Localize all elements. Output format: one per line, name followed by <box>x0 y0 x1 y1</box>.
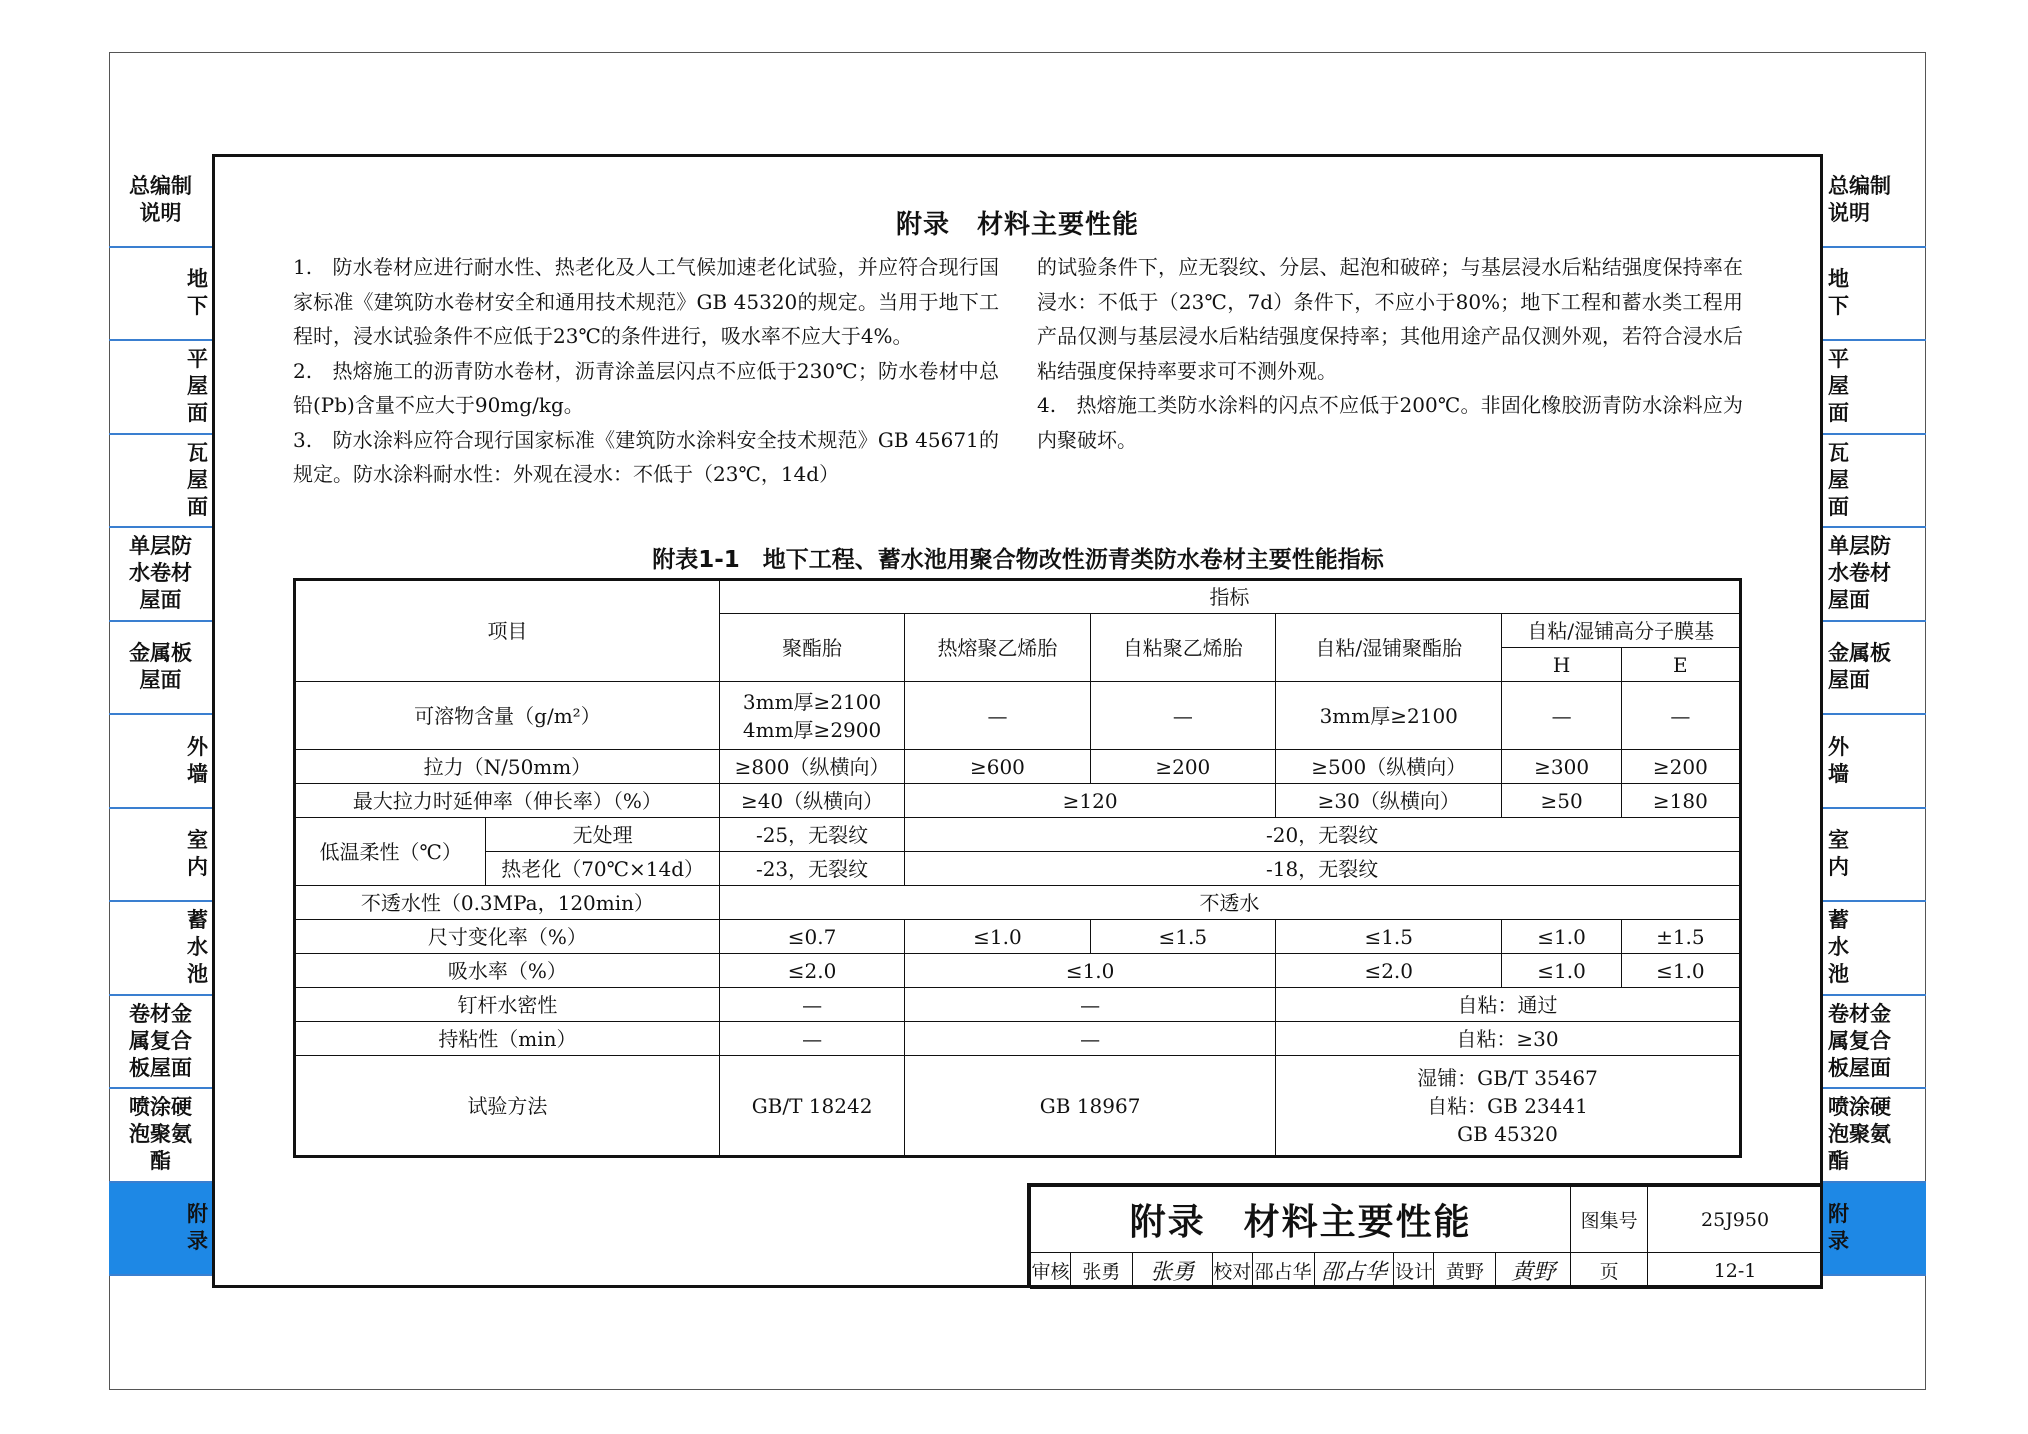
row-sublabel: 热老化（70℃×14d） <box>486 852 719 886</box>
sidebar-item-composite-roof[interactable] <box>1823 996 1926 1090</box>
reviewer-name: 张勇 <box>1070 1253 1132 1289</box>
cell-value: -25，无裂纹 <box>719 818 904 852</box>
table-header-row <box>295 580 1741 614</box>
table-row <box>295 682 1741 750</box>
sidebar-item-underground[interactable] <box>1823 248 1926 342</box>
review-label: 审核 <box>1031 1253 1071 1289</box>
row-label: 持粘性（min） <box>295 1022 720 1056</box>
sidebar-item-label: 附 录 <box>187 1202 208 1254</box>
checker-signature <box>1314 1253 1394 1289</box>
cell-value: ≥40（纵横向） <box>719 784 904 818</box>
row-label: 尺寸变化率（%） <box>295 920 720 954</box>
sidebar-item-single-ply-roof[interactable] <box>1823 528 1926 622</box>
row-label: 可溶物含量（g/m²） <box>295 682 720 750</box>
header-self-wet-polyester: 自粘/湿铺聚酯胎 <box>1276 614 1502 682</box>
cell-value: GB/T 18242 <box>719 1056 904 1157</box>
sidebar-item-label: 喷涂硬 泡聚氨 酯 <box>1828 1095 1891 1174</box>
sidebar-item-metal-roof[interactable] <box>1823 622 1926 716</box>
table-row <box>295 1056 1741 1157</box>
row-label: 最大拉力时延伸率（伸长率）（%） <box>295 784 720 818</box>
cell-value: — <box>1502 682 1621 750</box>
cell-value: ≥50 <box>1502 784 1621 818</box>
cell-value: ±1.5 <box>1621 920 1740 954</box>
header-h: H <box>1502 648 1621 682</box>
cell-value: 自粘：≥30 <box>1276 1022 1741 1056</box>
header-hot-pe: 热熔聚乙烯胎 <box>905 614 1090 682</box>
cell-value: ≤1.0 <box>905 954 1276 988</box>
sidebar-item-appendix[interactable] <box>109 1183 212 1277</box>
cell-value: ≥800（纵横向） <box>719 750 904 784</box>
sidebar-item-tile-roof[interactable] <box>1823 435 1926 529</box>
paragraph: 的试验条件下，应无裂纹、分层、起泡和破碎；与基层浸水后粘结强度保持率在浸水：不低于（23℃，7d）条件下，不应小于80%；地下工程和蓄水类工程用产品仅测与基层浸水后粘结强度保持率；其他用途产品仅测外观，若符合浸水后粘结强度保持率要求可不测外观。 <box>1037 255 1743 383</box>
cell-value: ≤0.7 <box>719 920 904 954</box>
sidebar-right <box>1823 154 1926 1276</box>
sidebar-item-label: 喷涂硬 泡聚氨 酯 <box>129 1095 192 1174</box>
text-column-right <box>1037 250 1743 457</box>
paragraph: 2. 热熔施工的沥青防水卷材，沥青涂盖层闪点不应低于230℃；防水卷材中总铅(Pb)含量不应大于90mg/kg。 <box>293 358 999 417</box>
cell-value: ≤1.0 <box>1621 954 1740 988</box>
table-row <box>295 784 1741 818</box>
designer-signature <box>1496 1253 1571 1289</box>
sidebar-item-label: 蓄 水 池 <box>187 908 208 987</box>
sidebar-item-label: 室 内 <box>187 828 208 880</box>
paragraph: 1. 防水卷材应进行耐水性、热老化及人工气候加速老化试验，并应符合现行国家标准《建筑防水卷材安全和通用技术规范》GB 45320的规定。当用于地下工程时，浸水试验条件不应低于23℃的条件进行，吸水率不应大于4%。 <box>293 255 999 348</box>
sidebar-item-spray-foam[interactable] <box>1823 1089 1926 1183</box>
signature-text: 邵占华 <box>1321 1260 1388 1285</box>
row-label: 试验方法 <box>295 1056 720 1157</box>
sidebar-item-label: 瓦 屋 面 <box>187 440 208 519</box>
sidebar-item-label: 金属板 屋面 <box>1828 641 1891 693</box>
table-row <box>295 886 1741 920</box>
checker-name: 邵占华 <box>1252 1253 1314 1289</box>
sidebar-item-label: 室 内 <box>1828 828 1849 880</box>
table-row <box>295 954 1741 988</box>
atlas-label: 图集号 <box>1571 1187 1648 1253</box>
title-block-title: 附录 材料主要性能 <box>1031 1187 1571 1253</box>
sidebar-item-metal-roof[interactable] <box>109 622 212 716</box>
row-label: 不透水性（0.3MPa，120min） <box>295 886 720 920</box>
row-sublabel: 无处理 <box>486 818 719 852</box>
sidebar-item-label: 卷材金 属复合 板屋面 <box>1828 1001 1891 1080</box>
sidebar-item-reservoir[interactable] <box>1823 902 1926 996</box>
cell-value: — <box>905 682 1090 750</box>
sidebar-left <box>109 154 212 1276</box>
cell-value: — <box>1621 682 1740 750</box>
cell-value: -18，无裂纹 <box>905 852 1741 886</box>
sidebar-item-label: 总编制 说明 <box>1828 173 1891 225</box>
sidebar-item-label: 单层防 水卷材 屋面 <box>1828 534 1891 613</box>
sidebar-item-label: 附 录 <box>1828 1202 1849 1254</box>
table-row <box>295 750 1741 784</box>
sidebar-item-label: 单层防 水卷材 屋面 <box>129 534 192 613</box>
page-number: 12-1 <box>1648 1253 1823 1289</box>
sidebar-item-label: 平 屋 面 <box>187 347 208 426</box>
sidebar-item-exterior-wall[interactable] <box>109 715 212 809</box>
header-polymer-film: 自粘/湿铺高分子膜基 <box>1502 614 1741 648</box>
cell-value: ≥180 <box>1621 784 1740 818</box>
cell-value: ≥500（纵横向） <box>1276 750 1502 784</box>
cell-value: GB 18967 <box>905 1056 1276 1157</box>
cell-value: ≥120 <box>905 784 1276 818</box>
paragraph: 4. 热熔施工类防水涂料的闪点不应低于200℃。非固化橡胶沥青防水涂料应为内聚破坏。 <box>1037 393 1743 452</box>
sidebar-item-label: 蓄 水 池 <box>1828 908 1849 987</box>
cell-value: ≥200 <box>1621 750 1740 784</box>
sidebar-item-single-ply-roof[interactable] <box>109 528 212 622</box>
signature-text: 黄野 <box>1511 1260 1556 1285</box>
row-label: 低温柔性（℃） <box>295 818 486 886</box>
cell-value: — <box>905 1022 1276 1056</box>
sidebar-item-label: 外 墙 <box>187 734 208 786</box>
cell-value: ≤1.0 <box>1502 920 1621 954</box>
cell-value: ≤1.5 <box>1276 920 1502 954</box>
sidebar-item-underground[interactable] <box>109 248 212 342</box>
cell-value: 自粘：通过 <box>1276 988 1741 1022</box>
cell-value: ≤1.0 <box>1502 954 1621 988</box>
sidebar-item-composite-roof[interactable] <box>109 996 212 1090</box>
cell-line: 湿铺：GB/T 35467 <box>1417 1065 1598 1090</box>
sidebar-item-label: 卷材金 属复合 板屋面 <box>129 1001 192 1080</box>
cell-value <box>1276 1056 1741 1157</box>
reviewer-signature <box>1132 1253 1212 1289</box>
designer-name: 黄野 <box>1434 1253 1496 1289</box>
cell-line: 3mm厚≥2100 <box>742 689 882 714</box>
cell-value: ≥200 <box>1090 750 1275 784</box>
table-row <box>295 852 1741 886</box>
cell-value: ≤1.0 <box>905 920 1090 954</box>
cell-value: — <box>719 1022 904 1056</box>
cell-value: — <box>719 988 904 1022</box>
cell-value <box>719 682 904 750</box>
sidebar-item-interior[interactable] <box>109 809 212 903</box>
cell-value: ≤2.0 <box>719 954 904 988</box>
sidebar-item-label: 地 下 <box>1828 267 1849 319</box>
cell-value: — <box>905 988 1276 1022</box>
page-label: 页 <box>1571 1253 1648 1289</box>
sidebar-item-reservoir[interactable] <box>109 902 212 996</box>
header-index: 指标 <box>719 580 1740 614</box>
cell-value: — <box>1090 682 1275 750</box>
sidebar-item-flat-roof[interactable] <box>109 341 212 435</box>
sidebar-item-label: 总编制 说明 <box>129 173 192 225</box>
table-row <box>295 920 1741 954</box>
sidebar-item-label: 金属板 屋面 <box>129 641 192 693</box>
sidebar-item-appendix[interactable] <box>1823 1183 1926 1277</box>
sidebar-item-general[interactable] <box>109 154 212 248</box>
header-polyester: 聚酯胎 <box>719 614 904 682</box>
text-column-left <box>293 250 999 492</box>
header-item: 项目 <box>295 580 720 682</box>
row-label: 吸水率（%） <box>295 954 720 988</box>
paragraph: 3. 防水涂料应符合现行国家标准《建筑防水涂料安全技术规范》GB 45671的规定。防水涂料耐水性：外观在浸水：不低于（23℃，14d） <box>293 427 999 486</box>
sidebar-item-label: 平 屋 面 <box>1828 347 1849 426</box>
cell-value: ≤2.0 <box>1276 954 1502 988</box>
cell-value: 3mm厚≥2100 <box>1276 682 1502 750</box>
table-row <box>295 1022 1741 1056</box>
cell-line: GB 45320 <box>1457 1121 1558 1146</box>
design-label: 设计 <box>1394 1253 1434 1289</box>
table-caption: 附表1-1 地下工程、蓄水池用聚合物改性沥青类防水卷材主要性能指标 <box>652 547 1384 573</box>
sidebar-item-interior[interactable] <box>1823 809 1926 903</box>
signature-text: 张勇 <box>1150 1260 1195 1285</box>
cell-value: ≥30（纵横向） <box>1276 784 1502 818</box>
header-e: E <box>1621 648 1740 682</box>
table-row <box>295 988 1741 1022</box>
cell-value: -20，无裂纹 <box>905 818 1741 852</box>
sidebar-item-exterior-wall[interactable] <box>1823 715 1926 809</box>
cell-line: 4mm厚≥2900 <box>742 717 882 742</box>
sidebar-item-label: 瓦 屋 面 <box>1828 440 1849 519</box>
sidebar-item-label: 外 墙 <box>1828 734 1849 786</box>
cell-value: ≤1.5 <box>1090 920 1275 954</box>
row-label: 钉杆水密性 <box>295 988 720 1022</box>
check-label: 校对 <box>1212 1253 1252 1289</box>
sidebar-item-spray-foam[interactable] <box>109 1089 212 1183</box>
cell-value: ≥300 <box>1502 750 1621 784</box>
atlas-number: 25J950 <box>1648 1187 1823 1253</box>
cell-value: 不透水 <box>719 886 1740 920</box>
page-title: 附录 材料主要性能 <box>895 210 1139 240</box>
header-self-pe: 自粘聚乙烯胎 <box>1090 614 1275 682</box>
title-block <box>1027 1183 1823 1288</box>
sidebar-item-flat-roof[interactable] <box>1823 341 1926 435</box>
spec-table <box>293 578 1742 1158</box>
row-label: 拉力（N/50mm） <box>295 750 720 784</box>
cell-line: 自粘：GB 23441 <box>1427 1093 1588 1118</box>
sidebar-item-tile-roof[interactable] <box>109 435 212 529</box>
cell-value: ≥600 <box>905 750 1090 784</box>
sidebar-item-label: 地 下 <box>187 267 208 319</box>
cell-value: -23，无裂纹 <box>719 852 904 886</box>
table-row <box>295 818 1741 852</box>
sidebar-item-general[interactable] <box>1823 154 1926 248</box>
